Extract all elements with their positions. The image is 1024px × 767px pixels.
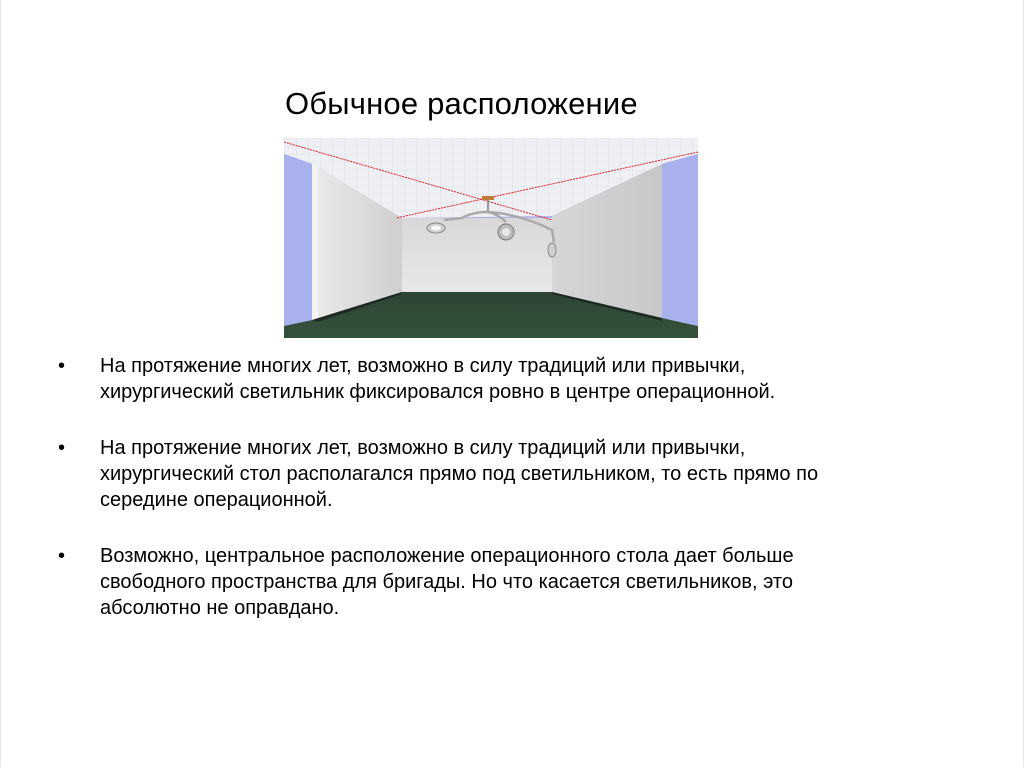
bullet-list bbox=[58, 353, 958, 651]
bullet-text bbox=[100, 435, 958, 513]
bullet-marker: • bbox=[58, 545, 66, 567]
bullet-line: Возможно, центральное расположение операционного стола дает больше bbox=[100, 545, 794, 567]
bullet-text bbox=[100, 353, 958, 405]
slide-title: Обычное расположение bbox=[285, 86, 638, 121]
room-svg bbox=[284, 138, 698, 338]
bullet-item-2 bbox=[58, 435, 958, 513]
bullet-line: середине операционной. bbox=[100, 489, 333, 511]
bullet-item-3 bbox=[58, 543, 958, 621]
bullet-item-1 bbox=[58, 353, 958, 405]
bullet-marker: • bbox=[58, 437, 66, 459]
bullet-line: хирургический стол располагался прямо под светильником, то есть прямо по bbox=[100, 463, 819, 485]
back-wall bbox=[402, 218, 552, 292]
bullet-marker: • bbox=[58, 355, 66, 377]
operating-room-illustration bbox=[284, 138, 698, 338]
bullet-text bbox=[100, 543, 958, 621]
bullet-line: абсолютно не оправдано. bbox=[100, 597, 340, 619]
slide-border-left bbox=[0, 0, 1, 767]
bullet-line: свободного пространства для бригады. Но что касается светильников, это bbox=[100, 571, 793, 593]
bullet-line: хирургический светильник фиксировался ровно в центре операционной. bbox=[100, 381, 776, 403]
bullet-line: На протяжение многих лет, возможно в силу традиций или привычки, bbox=[100, 437, 746, 459]
bullet-line: На протяжение многих лет, возможно в силу традиций или привычки, bbox=[100, 355, 746, 377]
